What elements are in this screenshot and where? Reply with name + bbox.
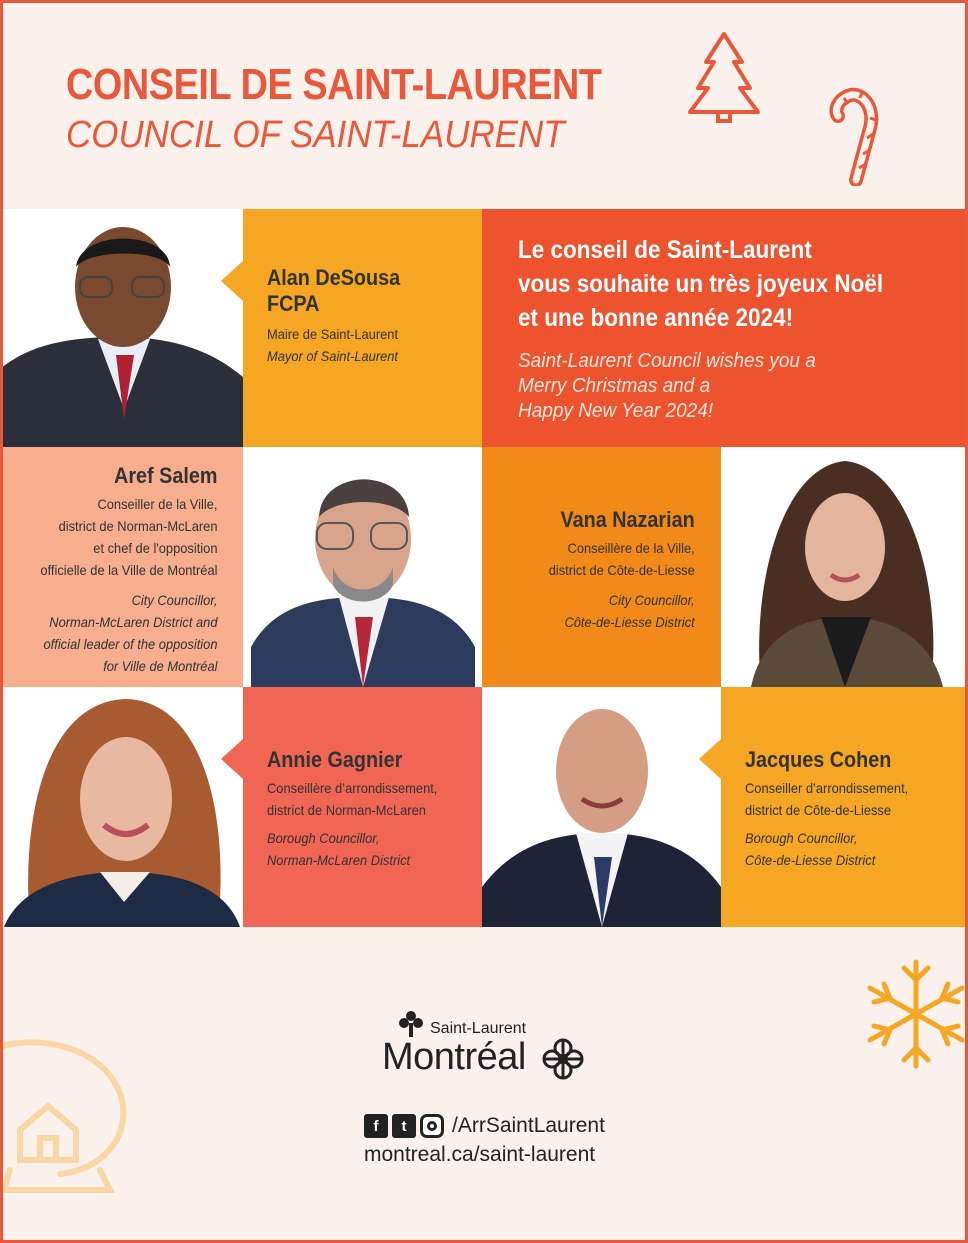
photo-alan-desousa — [0, 209, 243, 447]
snow-globe-icon — [0, 1020, 136, 1200]
card-alan-desousa — [243, 209, 482, 447]
member-role-en: Mayor of Saint-Laurent — [267, 348, 399, 364]
member-name: Vana Nazarian — [560, 507, 695, 532]
member-role-en: City Councillor, — [609, 592, 695, 608]
greeting-en-line: Merry Christmas and a — [518, 375, 711, 397]
card-jacques-cohen — [721, 687, 968, 927]
snowflake-icon — [858, 954, 968, 1074]
member-role-fr: et chef de l'opposition — [92, 540, 217, 556]
member-role-en: for Ville de Montréal — [102, 658, 217, 674]
montreal-rosace-icon — [540, 1036, 586, 1082]
greeting-fr-line: et une bonne année 2024! — [518, 304, 794, 332]
member-role-fr: officielle de la Ville de Montréal — [39, 562, 217, 578]
member-role-fr: Conseillère d’arrondissement, — [267, 780, 438, 796]
member-name: Aref Salem — [113, 463, 217, 488]
member-role-fr: Conseiller d’arrondissement, — [745, 780, 909, 796]
member-role-fr: Maire de Saint-Laurent — [267, 326, 399, 342]
photo-vana-nazarian — [721, 447, 968, 687]
social-links — [364, 1114, 605, 1138]
facebook-icon[interactable]: f — [364, 1114, 388, 1138]
christmas-tree-icon — [684, 30, 764, 124]
member-role-en: City Councillor, — [131, 592, 217, 608]
card-vana-nazarian — [482, 447, 721, 687]
member-name: Alan DeSousa — [267, 265, 401, 290]
member-role-en: Norman-McLaren District and — [48, 614, 217, 630]
greeting-en-line: Saint-Laurent Council wishes you a — [518, 350, 816, 372]
greeting-en-line: Happy New Year 2024! — [518, 400, 714, 422]
member-role-en: Norman-McLaren District — [267, 852, 411, 868]
card-aref-salem — [0, 447, 243, 687]
member-role-fr: Conseiller de la Ville, — [96, 496, 217, 512]
logo-city: Montréal — [382, 1036, 526, 1078]
member-credential: FCPA — [267, 291, 320, 316]
greeting-fr-line: vous souhaite un très joyeux Noël — [518, 270, 884, 298]
twitter-icon[interactable]: t — [392, 1114, 416, 1138]
photo-annie-gagnier — [0, 687, 243, 927]
page-title-fr: CONSEIL DE SAINT-LAURENT — [66, 60, 602, 109]
card-annie-gagnier — [243, 687, 482, 927]
candy-cane-icon — [826, 82, 890, 186]
logo-borough: Saint-Laurent — [430, 1020, 527, 1037]
page-title-en: COUNCIL OF SAINT-LAURENT — [66, 114, 565, 156]
photo-jacques-cohen — [482, 687, 721, 927]
greeting-card — [482, 209, 968, 447]
member-role-fr: district de Norman-McLaren — [267, 802, 426, 818]
member-role-en: Côte-de-Liesse District — [564, 614, 695, 630]
member-name: Jacques Cohen — [745, 747, 892, 772]
member-role-fr: district de Côte-de-Liesse — [548, 562, 695, 578]
social-handle[interactable]: /ArrSaintLaurent — [452, 1114, 605, 1137]
member-role-en: Côte-de-Liesse District — [745, 852, 876, 868]
member-role-en: Borough Councillor, — [267, 830, 380, 846]
greeting-fr-line: Le conseil de Saint-Laurent — [518, 236, 812, 264]
member-role-fr: district de Côte-de-Liesse — [745, 802, 892, 818]
website-link[interactable]: montreal.ca/saint-laurent — [364, 1143, 596, 1166]
saint-laurent-logo-icon — [396, 1008, 426, 1038]
member-role-en: Borough Councillor, — [745, 830, 858, 846]
member-name: Annie Gagnier — [267, 747, 403, 772]
member-role-fr: Conseillère de la Ville, — [567, 540, 695, 556]
member-role-fr: district de Norman-McLaren — [58, 518, 218, 534]
photo-aref-salem — [243, 447, 482, 687]
instagram-icon[interactable] — [420, 1114, 444, 1138]
member-role-en: official leader of the opposition — [43, 636, 218, 652]
